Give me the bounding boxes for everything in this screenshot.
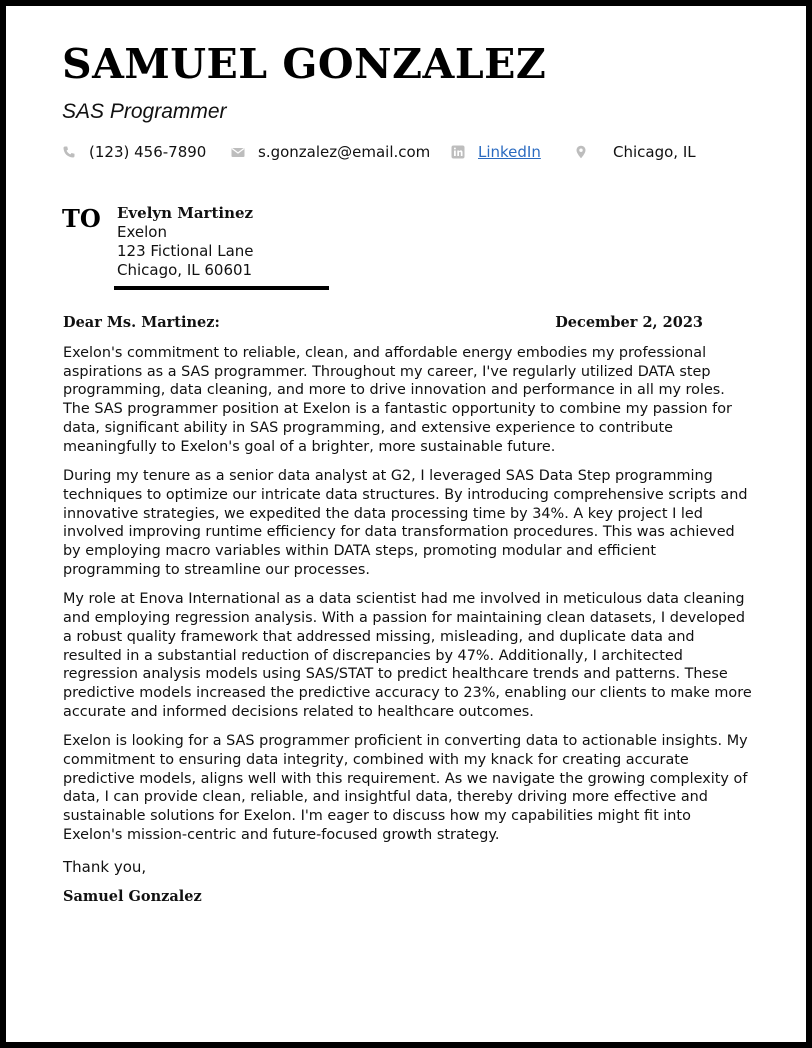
recipient-address-line1: 123 Fictional Lane bbox=[117, 242, 254, 260]
contact-phone bbox=[62, 140, 206, 164]
letter-date: December 2, 2023 bbox=[555, 314, 703, 331]
phone-icon bbox=[62, 145, 76, 159]
linkedin-icon bbox=[451, 145, 465, 159]
body-paragraph: My role at Enova International as a data scientist had me involved in meticulous data cleaning and employing regression analysis. With a passion for maintaining clean datasets, I developed a robust quality framework that addressed missing, misleading, and duplicate data and resulted in a substantial reduction of discrepancies by 47%. Additionally, I architected regression analysis models using SAS/STAT to predict healthcare trends and patterns. These predictive models increased the predictive accuracy to 23%, enabling our clients to make more accurate and informed decisions related to healthcare outcomes. bbox=[63, 591, 752, 720]
recipient-block bbox=[117, 204, 254, 280]
recipient-company: Exelon bbox=[117, 223, 167, 241]
signature: Samuel Gonzalez bbox=[63, 888, 202, 905]
recipient-divider bbox=[114, 286, 329, 290]
contact-email bbox=[231, 140, 430, 164]
body-paragraph: During my tenure as a senior data analyst at G2, I leveraged SAS Data Step programming techniques to optimize our intricate data structures. By introducing comprehensive scripts and innovative strategies, we expedited the data processing time by 34%. A key project I led involved improving runtime efficiency for data transformation procedures. This was achieved by employing macro variables within DATA steps, promoting modular and efficient programming to streamline our processes. bbox=[63, 468, 748, 578]
applicant-name: SAMUEL GONZALEZ bbox=[62, 40, 547, 88]
recipient-address-line2: Chicago, IL 60601 bbox=[117, 261, 253, 279]
email-text: s.gonzalez@email.com bbox=[258, 143, 431, 161]
email-icon bbox=[231, 145, 245, 159]
to-label: TO bbox=[62, 204, 101, 233]
phone-text: (123) 456-7890 bbox=[89, 143, 207, 161]
linkedin-link[interactable]: LinkedIn bbox=[478, 143, 541, 161]
body-paragraph: Exelon is looking for a SAS programmer proficient in converting data to actionable insights. My commitment to ensuring data integrity, combined with my knack for creating accurate predictive models, aligns well with this requirement. As we navigate the growing complexity of data, I can provide clean, reliable, and insightful data, thereby driving more effective and sustainable solutions for Exelon. I'm eager to discuss how my capabilities might fit into Exelon's mission-centric and future-focused growth strategy. bbox=[63, 733, 748, 843]
closing: Thank you, bbox=[63, 858, 147, 876]
location-pin-icon bbox=[574, 145, 588, 159]
recipient-name: Evelyn Martinez bbox=[117, 204, 254, 222]
location-text: Chicago, IL bbox=[613, 143, 696, 161]
greeting: Dear Ms. Martinez: bbox=[63, 314, 220, 331]
applicant-role: SAS Programmer bbox=[62, 100, 227, 123]
contact-location bbox=[574, 140, 696, 164]
letter-body bbox=[63, 344, 753, 856]
contact-linkedin bbox=[451, 140, 541, 164]
body-paragraph: Exelon's commitment to reliable, clean, and affordable energy embodies my professional aspirations as a SAS programmer. Throughout my career, I've regularly utilized DATA step programming, data cleaning, and more to drive innovation and performance in all my roles. The SAS programmer position at Exelon is a fantastic opportunity to combine my passion for data, significant ability in SAS programming, and extensive experience to contribute meaningfully to Exelon's goal of a brighter, more sustainable future. bbox=[63, 345, 732, 455]
